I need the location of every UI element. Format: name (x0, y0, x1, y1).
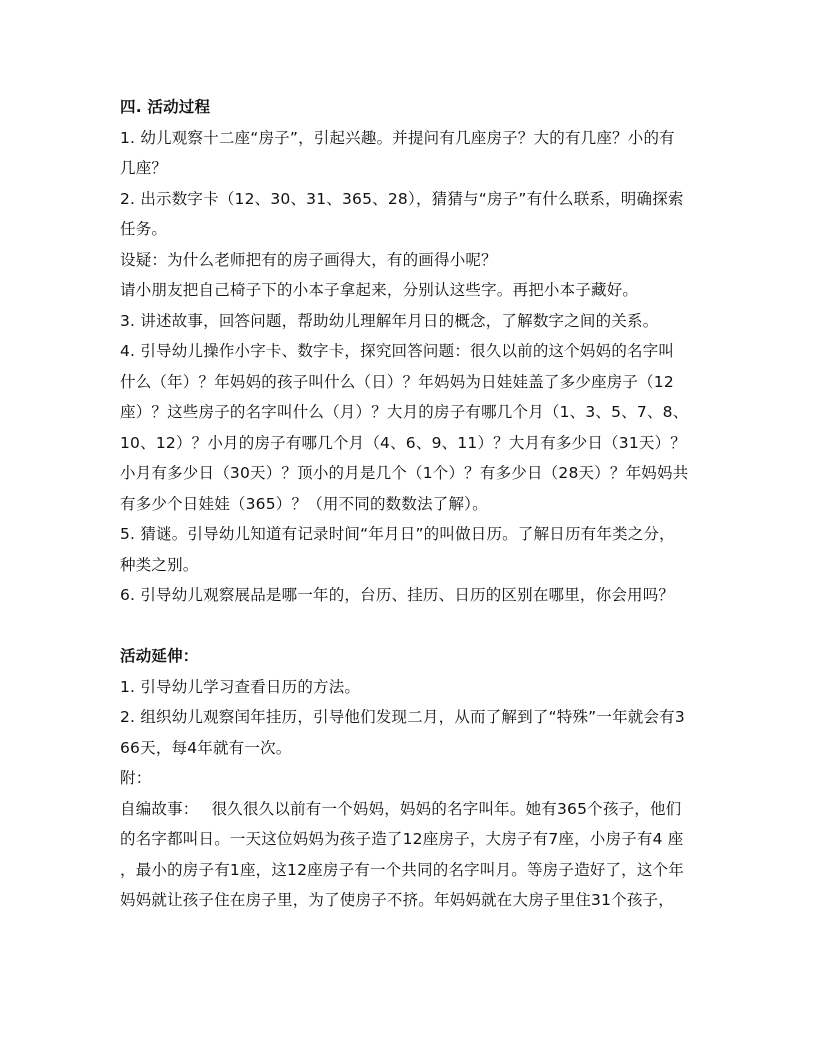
paragraph-line: 4. 引导幼儿操作小字卡、数字卡，探究回答问题：很久以前的这个妈妈的名字叫 (120, 342, 675, 360)
extension-heading: 活动延伸： (120, 647, 199, 665)
paragraph-line: 设疑：为什么老师把有的房子画得大，有的画得小呢？ (120, 250, 497, 269)
paragraph-line: 的名字都叫日。一天这位妈妈为孩子造了12座房子，大房子有7座，小房子有4 座 (120, 830, 684, 848)
paragraph-line: 有多少个日娃娃（365）？（用不同的数数法了解）。 (120, 494, 488, 513)
paragraph-line: 6. 引导幼儿观察展品是哪一年的，台历、挂历、日历的区别在哪里，你会用吗？ (120, 586, 675, 604)
document-body (120, 92, 700, 916)
paragraph-line: ，最小的房子有1座，这12座房子有一个共同的名字叫月。等房子造好了，这个年 (120, 860, 684, 879)
paragraph-line: 任务。 (120, 220, 168, 238)
section-four-heading: 四. 活动过程 (120, 98, 211, 116)
paragraph-line: 什么（年）？年妈妈的孩子叫什么（日）？年妈妈为日娃娃盖了多少座房子（12 (120, 372, 674, 391)
paragraph-line: 2. 组织幼儿观察闰年挂历，引导他们发现二月，从而了解到了“特殊”一年就会有3 (120, 708, 685, 726)
paragraph-line: 座）？这些房子的名字叫什么（月）？大月的房子有哪几个月（1、3、5、7、8、 (120, 403, 689, 421)
paragraph-line: 妈妈就让孩子住在房子里，为了使房子不挤。年妈妈就在大房子里住31个孩子， (120, 891, 674, 909)
paragraph-line: 小月有多少日（30天）？顶小的月是几个（1个）？有多少日（28天）？年妈妈共 (120, 464, 689, 482)
paragraph-line: 种类之别。 (120, 555, 199, 574)
paragraph-line: 3. 讲述故事，回答问题，帮助幼儿理解年月日的概念，了解数字之间的关系。 (120, 311, 659, 330)
paragraph-line: 附： (120, 769, 152, 787)
paragraph-line: 自编故事： 很久很久以前有一个妈妈，妈妈的名字叫年。她有365个孩子，他们 (120, 799, 682, 818)
paragraph-line: 10、12）？小月的房子有哪几个月（4、6、9、11）？大月有多少日（31天）？ (120, 433, 686, 452)
paragraph-line: 2. 出示数字卡（12、30、31、365、28），猜猜与“房子”有什么联系，明确探索 (120, 189, 684, 208)
paragraph-spacer (120, 611, 700, 642)
paragraph-line: 几座？ (120, 159, 168, 177)
paragraph-line: 1. 幼儿观察十二座“房子”，引起兴趣。并提问有几座房子？大的有几座？小的有 (120, 128, 675, 147)
paragraph-line: 5. 猜谜。引导幼儿知道有记录时间“年月日”的叫做日历。了解日历有年类之分， (120, 525, 675, 543)
paragraph-line: 1. 引导幼儿学习查看日历的方法。 (120, 677, 361, 696)
paragraph-line: 请小朋友把自己椅子下的小本子拿起来，分别认这些字。再把小本子藏好。 (120, 281, 639, 299)
paragraph-line: 66天，每4年就有一次。 (120, 738, 292, 757)
